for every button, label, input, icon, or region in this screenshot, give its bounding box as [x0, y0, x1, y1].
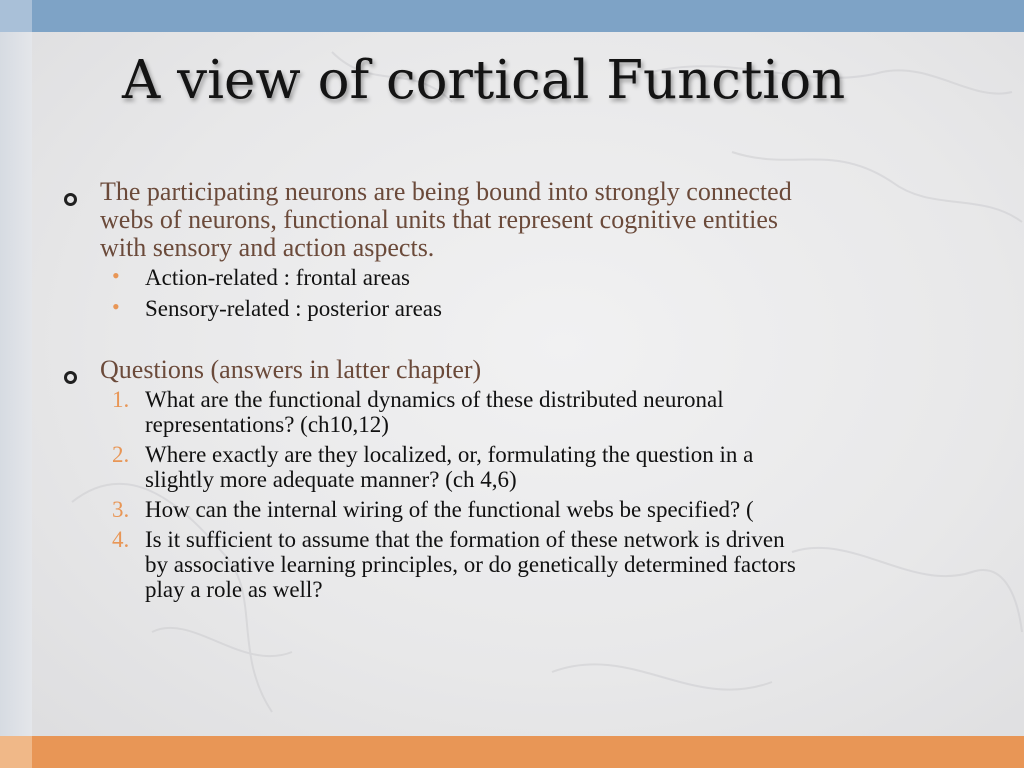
bullet-text-line: with sensory and action aspects. [100, 233, 435, 262]
bullet-text-line: Questions (answers in latter chapter) [100, 355, 482, 384]
numbered-item [64, 527, 964, 602]
number-marker: 2. [112, 442, 130, 467]
dot-bullet-icon: • [112, 294, 120, 319]
slide-title: A view of cortical Function [122, 50, 846, 111]
numbered-text-line: play a role as well? [145, 577, 323, 602]
sub-bullet-item [64, 296, 964, 321]
sub-bullet-text: Action-related : frontal areas [145, 265, 411, 290]
top-bar [32, 0, 1024, 32]
numbered-text-line: by associative learning principles, or do genetically determined factors [145, 552, 796, 577]
numbered-text-line: Where exactly are they localized, or, formulating the question in a [145, 442, 754, 467]
numbered-item [64, 387, 964, 437]
numbered-text-line: How can the internal wiring of the functional webs be specified? ( [145, 497, 754, 522]
bullet-item [64, 178, 964, 262]
ring-bullet-icon [64, 193, 77, 206]
sub-bullet-text: Sensory-related : posterior areas [145, 296, 442, 321]
numbered-item [64, 497, 964, 522]
numbered-item [64, 442, 964, 492]
bottom-bar [32, 736, 1024, 768]
bullet-text-line: webs of neurons, functional units that represent cognitive entities [100, 205, 778, 234]
number-marker: 4. [112, 527, 130, 552]
numbered-text-line: What are the functional dynamics of these distributed neuronal [145, 387, 724, 412]
dot-bullet-icon: • [112, 263, 120, 288]
numbered-text-line: representations? (ch10,12) [145, 412, 389, 437]
slide-content [64, 178, 964, 602]
numbered-text-line: slightly more adequate manner? (ch 4,6) [145, 467, 517, 492]
bullet-text-line: The participating neurons are being bound into strongly connected [100, 177, 792, 206]
numbered-text-line: Is it sufficient to assume that the formation of these network is driven [145, 527, 785, 552]
sub-bullet-item [64, 265, 964, 290]
left-strip [0, 0, 32, 768]
bullet-item [64, 356, 964, 384]
top-bar-corner [0, 0, 32, 32]
number-marker: 3. [112, 497, 130, 522]
bottom-bar-corner [0, 736, 32, 768]
number-marker: 1. [112, 387, 130, 412]
ring-bullet-icon [64, 371, 77, 384]
